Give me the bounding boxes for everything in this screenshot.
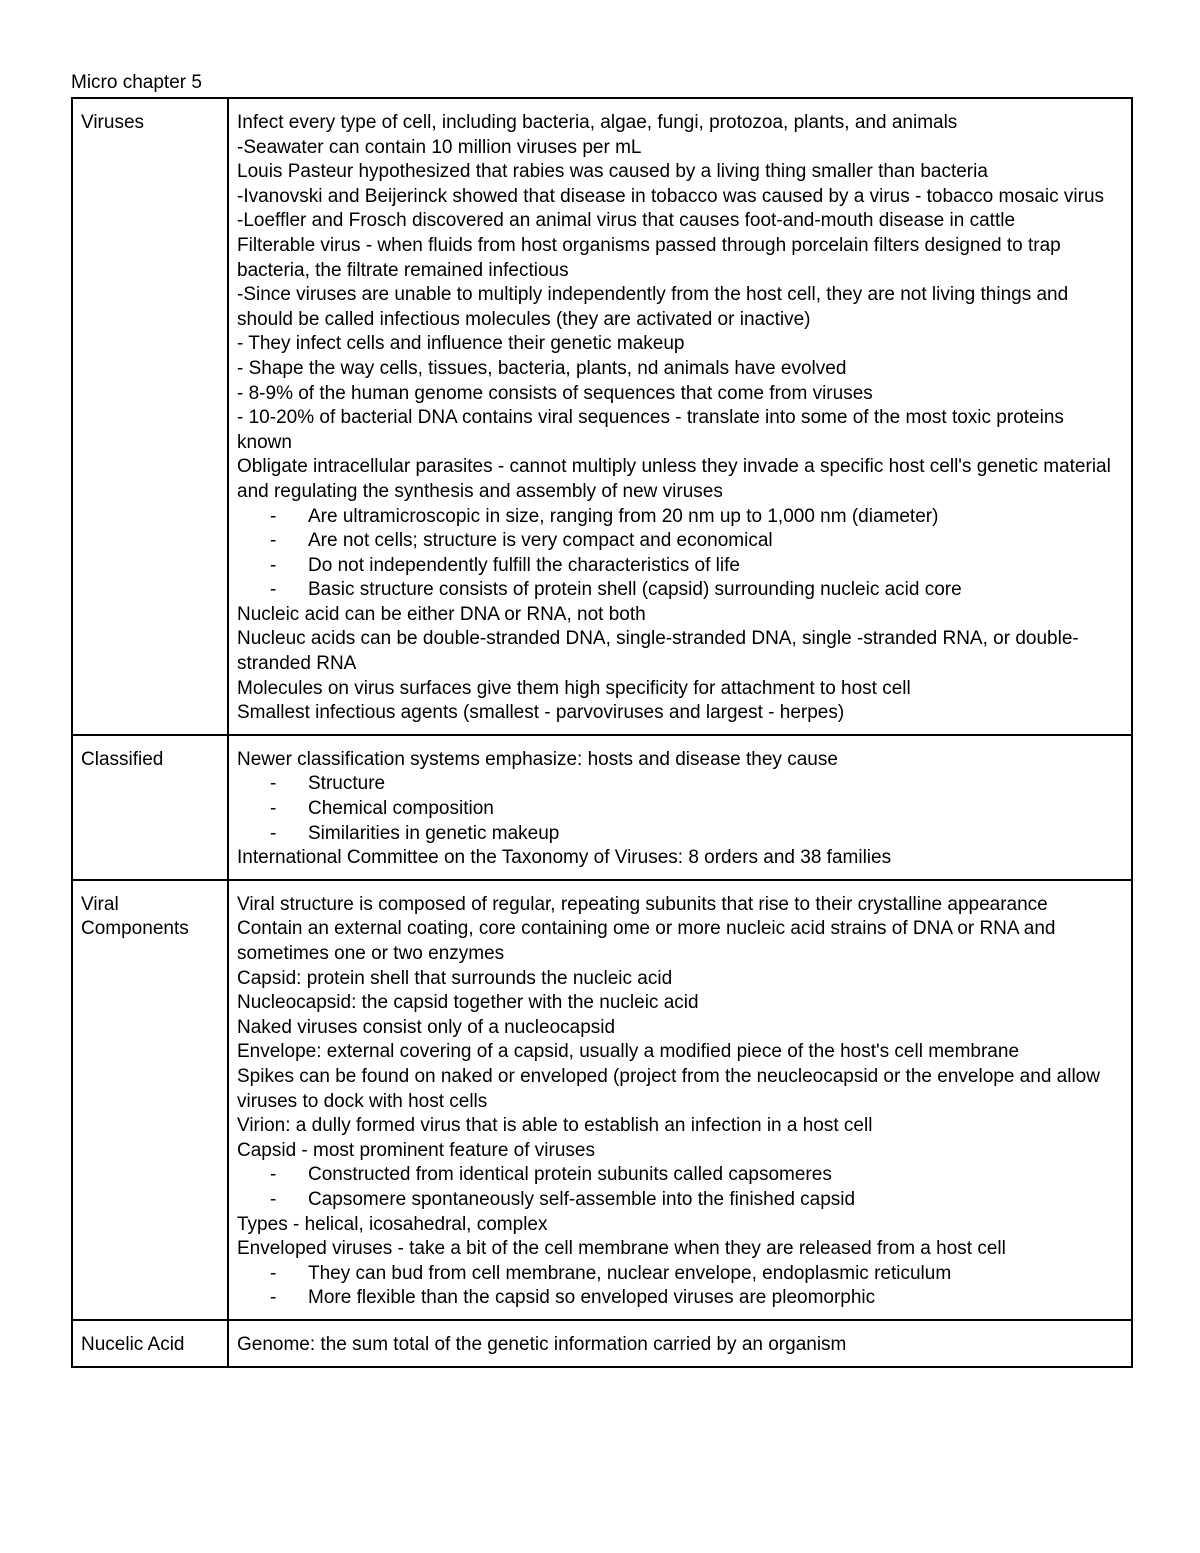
term-label: Nucelic Acid <box>81 1333 185 1355</box>
bullet-dash: - <box>270 554 277 576</box>
bullet-dash: - <box>270 579 277 601</box>
note-line: Capsid: protein shell that surrounds the nucleic acid <box>237 967 673 989</box>
sub-bullet-text: Are ultramicroscopic in size, ranging from 20 nm up to 1,000 nm (diameter) <box>308 505 939 527</box>
sub-bullet-item <box>237 1163 1123 1188</box>
sub-bullet-item <box>237 1286 1123 1311</box>
sub-bullet-item <box>237 529 1123 554</box>
sub-bullet-text: Are not cells; structure is very compact and economical <box>308 530 773 552</box>
table-row <box>72 735 1132 880</box>
note-line: Spikes can be found on naked or enveloped (project from the neucleocapsid or the envelope and allow viruses to dock with host cells <box>237 1065 1100 1112</box>
note-line: Capsid - most prominent feature of viruses <box>237 1139 595 1161</box>
sub-bullet-text: They can bud from cell membrane, nuclear envelope, endoplasmic reticulum <box>308 1262 952 1284</box>
term-label: Viral Components <box>81 893 189 940</box>
term-label: Classified <box>81 748 164 770</box>
sub-bullet-item <box>237 505 1123 530</box>
note-line: -Since viruses are unable to multiply independently from the host cell, they are not living things and should be called infectious molecules (they are activated or inactive) <box>237 284 1069 330</box>
sub-bullet-item <box>237 797 1123 822</box>
notes-table <box>71 97 1133 1368</box>
sub-bullet-item <box>237 1188 1123 1213</box>
note-line: -Seawater can contain 10 million viruses per mL <box>237 136 642 158</box>
table-row <box>72 98 1132 735</box>
sub-bullet-text: More flexible than the capsid so enveloped viruses are pleomorphic <box>308 1287 876 1309</box>
table-row <box>72 1320 1132 1367</box>
note-line: Obligate intracellular parasites - cannot multiply unless they invade a specific host cell's genetic material and regulating the synthesis and assembly of new viruses <box>237 456 1111 502</box>
sub-bullet-text: Similarities in genetic makeup <box>308 822 560 844</box>
note-line: - They infect cells and influence their genetic makeup <box>237 333 685 355</box>
note-line: Newer classification systems emphasize: hosts and disease they cause <box>237 748 838 770</box>
note-line: Molecules on virus surfaces give them high specificity for attachment to host cell <box>237 677 911 699</box>
note-line: Nucleic acid can be either DNA or RNA, not both <box>237 603 646 625</box>
bullet-dash: - <box>270 1164 277 1186</box>
sub-bullet-text: Structure <box>308 773 386 795</box>
note-line: -Loeffler and Frosch discovered an animal virus that causes foot-and-mouth disease in cattle <box>237 210 1016 232</box>
term-cell <box>72 880 228 1320</box>
note-line: Genome: the sum total of the genetic information carried by an organism <box>237 1333 847 1355</box>
term-cell <box>72 1320 228 1367</box>
note-line: Enveloped viruses - take a bit of the cell membrane when they are released from a host cell <box>237 1238 1006 1260</box>
notes-cell <box>228 735 1132 880</box>
note-line: Nucleuc acids can be double-stranded DNA, single-stranded DNA, single -stranded RNA, or double-stranded RNA <box>237 628 1079 675</box>
note-line: Types - helical, icosahedral, complex <box>237 1213 548 1235</box>
table-row <box>72 880 1132 1320</box>
sub-bullet-text: Capsomere spontaneously self-assemble into the finished capsid <box>308 1188 856 1210</box>
note-line: International Committee on the Taxonomy of Viruses: 8 orders and 38 families <box>237 847 892 869</box>
page-title: Micro chapter 5 <box>71 72 202 93</box>
term-cell <box>72 98 228 735</box>
sub-bullet-text: Constructed from identical protein subunits called capsomeres <box>308 1164 832 1186</box>
note-line: Nucleocapsid: the capsid together with the nucleic acid <box>237 992 699 1014</box>
sub-bullet-text: Chemical composition <box>308 798 494 820</box>
sub-bullet-text: Do not independently fulfill the characteristics of life <box>308 554 740 576</box>
note-line: Smallest infectious agents (smallest - parvoviruses and largest - herpes) <box>237 702 845 724</box>
note-line: Infect every type of cell, including bacteria, algae, fungi, protozoa, plants, and animals <box>237 112 958 133</box>
notes-cell <box>228 880 1132 1320</box>
bullet-dash: - <box>270 1262 277 1284</box>
note-line: Virion: a dully formed virus that is able to establish an infection in a host cell <box>237 1115 873 1137</box>
sub-bullet-item <box>237 578 1123 603</box>
term-cell <box>72 735 228 880</box>
note-line: Envelope: external covering of a capsid, usually a modified piece of the host's cell membrane <box>237 1041 1020 1063</box>
bullet-dash: - <box>270 773 277 795</box>
bullet-dash: - <box>270 1188 277 1210</box>
note-line: Contain an external coating, core containing ome or more nucleic acid strains of DNA or RNA and sometimes one or two enzymes <box>237 918 1056 964</box>
bullet-dash: - <box>270 1287 277 1309</box>
sub-bullet-text: Basic structure consists of protein shell (capsid) surrounding nucleic acid core <box>308 579 962 601</box>
note-line: - 10-20% of bacterial DNA contains viral sequences - translate into some of the most toxic proteins known <box>237 407 1064 453</box>
note-line: Louis Pasteur hypothesized that rabies was caused by a living thing smaller than bacteria <box>237 161 988 183</box>
bullet-dash: - <box>270 505 277 527</box>
bullet-dash: - <box>270 798 277 820</box>
bullet-dash: - <box>270 822 277 844</box>
term-label: Viruses <box>81 112 145 133</box>
note-line: Naked viruses consist only of a nucleocapsid <box>237 1016 616 1038</box>
note-line: -Ivanovski and Beijerinck showed that disease in tobacco was caused by a virus - tobacco mosaic virus <box>237 185 1105 207</box>
sub-bullet-item <box>237 1262 1123 1287</box>
bullet-dash: - <box>270 530 277 552</box>
note-line: - 8-9% of the human genome consists of sequences that come from viruses <box>237 382 873 404</box>
sub-bullet-item <box>237 822 1123 847</box>
sub-bullet-item <box>237 772 1123 797</box>
note-line: Viral structure is composed of regular, repeating subunits that rise to their crystalline appearance <box>237 893 1048 915</box>
note-line: - Shape the way cells, tissues, bacteria, plants, nd animals have evolved <box>237 357 847 379</box>
notes-cell <box>228 1320 1132 1367</box>
note-line: Filterable virus - when fluids from host organisms passed through porcelain filters designed to trap bacteria, the filtrate remained infectious <box>237 234 1061 281</box>
sub-bullet-item <box>237 554 1123 579</box>
notes-cell <box>228 98 1132 735</box>
